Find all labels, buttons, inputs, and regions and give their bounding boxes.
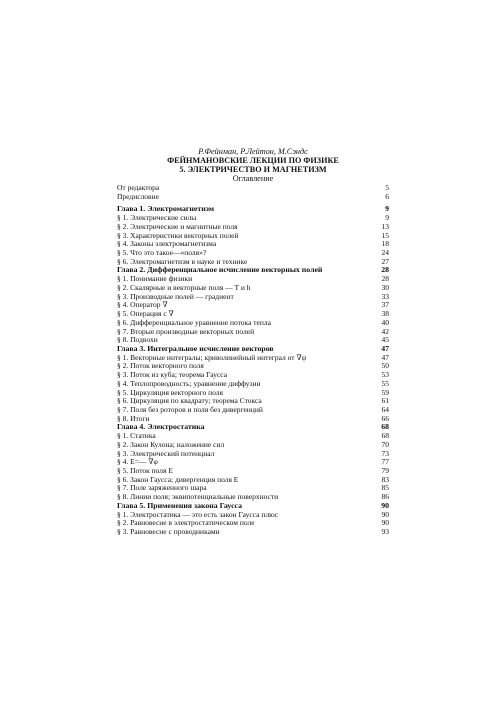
toc-entry-label: § 5. Циркуляция векторного поля [117,388,223,397]
toc-entry-page: 47 [381,343,389,353]
toc-section-row [117,432,389,441]
toc-entry-label: § 3. Электрический потенциал [117,449,215,458]
toc-entry-page: 73 [381,448,389,458]
toc-entry-label: § 2. Электрические и магнитные поля [117,222,238,231]
toc-section-row [117,328,389,337]
toc-section-row [117,275,389,284]
toc-heading: Оглавление [232,174,274,183]
title-block [117,147,389,183]
toc-entry-label: § 1. Векторные интегралы; криволинейный интеграл от ∇ψ [117,353,307,362]
book-title: ФЕЙНМАНОВСКИЕ ЛЕКЦИИ ПО ФИЗИКЕ [167,156,339,165]
toc-entry-label: § 4. Оператор ∇ [117,301,168,310]
toc-entry-page: 5 [385,183,389,192]
toc-section-row [117,458,389,467]
toc-entry-page: 79 [381,466,389,475]
toc-entry-page: 68 [381,431,389,441]
toc-entry-page: 30 [381,282,389,292]
toc-entry-label: Глава 4. Электростатика [117,423,205,432]
toc-entry-label: § 7. Поля без роторов и поля без дивергенций [117,405,263,414]
toc-entry-page: 55 [381,378,389,388]
toc-entry-label: § 4. E=— ∇φ [117,458,158,467]
toc-section-row [117,319,389,328]
toc-entry-page: 33 [381,291,389,301]
toc-entry-label: § 3. Производные полей — градиент [117,292,234,301]
toc-section-row [117,336,389,345]
toc-entry-page: 66 [381,413,389,423]
toc-entry-page: 50 [381,361,389,371]
toc-section-row [117,223,389,232]
toc-entry-page: 68 [381,422,389,432]
toc-section-row [117,284,389,293]
toc-entry-label: § 8. Итоги [117,414,150,423]
toc-entry-label: § 2. Закон Кулона; наложение сил [117,440,225,449]
toc-entry-page: 90 [381,509,389,519]
toc-entry-page: 9 [385,204,389,214]
toc-entry-page: 13 [381,221,389,231]
toc-entry-label: Глава 1. Электромагнетизм [117,205,215,214]
toc-entry-label: § 7. Вторые производные векторных полей [117,327,255,336]
authors: Р.Фейнман, Р.Лейтон, М.Сэндс [198,147,308,156]
toc-entry-page: 83 [381,474,389,484]
toc-chapter-row [117,266,389,275]
toc-section-row [117,310,389,319]
toc-chapter-row [117,205,389,214]
toc-section-row [117,232,389,241]
toc-entry-page: 90 [381,518,389,528]
toc-entry-label: § 6. Дифференциальное уравнение потока тепла [117,318,271,327]
toc-entry-label: Предисловие [117,192,159,201]
toc-entry-page: 45 [381,335,389,345]
toc-entry-page: 61 [381,396,389,406]
toc-entry-label: § 6. Циркуляция по квадрату; теорема Стокса [117,397,262,406]
toc-chapter-row [117,345,389,354]
toc-section-row [117,493,389,502]
toc-section-row [117,380,389,389]
toc-entry-page: 18 [381,239,389,249]
toc-section-row [117,476,389,485]
toc-entry-page: 9 [385,213,389,223]
toc-entry-label: § 2. Поток векторного поля [117,362,204,371]
toc-entry-page: 28 [381,274,389,284]
toc-section-row [117,249,389,258]
toc-section-row [117,397,389,406]
toc-section-row [117,301,389,310]
toc-entry-page: 47 [381,352,389,362]
toc-entry-label: § 7. Поле заряженного шара [117,484,207,493]
toc-entry-label: § 8. Линии поля; эквипотенциальные поверхности [117,493,279,502]
toc-entry-page: 38 [381,309,389,319]
toc-entry-label: § 8. Подвохи [117,336,158,345]
toc-section-row [117,511,389,520]
toc-section-row [117,484,389,493]
toc-entry-label: § 1. Статика [117,432,156,441]
toc-entry-page: 59 [381,387,389,397]
toc-section-row [117,362,389,371]
toc-section-row [117,519,389,528]
table-of-contents [117,184,389,537]
toc-section-row [117,354,389,363]
toc-entry-page: 93 [381,527,389,537]
toc-entry-label: § 2. Скалярные и векторные поля — T и h [117,283,251,292]
toc-front-row [117,184,389,193]
toc-section-row [117,415,389,424]
toc-entry-label: § 6. Закон Гаусса; дивергенция поля E [117,475,239,484]
toc-section-row [117,450,389,459]
toc-entry-page: 70 [381,439,389,449]
toc-entry-label: § 5. Операция с ∇ [117,310,174,319]
toc-section-row [117,240,389,249]
toc-entry-page: 27 [381,256,389,266]
toc-entry-page: 37 [381,300,389,310]
toc-entry-page: 64 [381,404,389,414]
toc-entry-page: 28 [381,265,389,275]
toc-section-row [117,389,389,398]
toc-entry-page: 24 [381,248,389,258]
toc-section-row [117,528,389,537]
toc-entry-label: § 4. Законы электромагнетизма [117,240,217,249]
toc-entry-page: 42 [381,326,389,336]
toc-entry-label: Глава 5. Применения закона Гаусса [117,501,242,510]
toc-entry-label: § 5. Что это такое—«поля»? [117,249,207,258]
toc-entry-label: § 1. Электрические силы [117,214,197,223]
toc-entry-label: § 4. Теплопроводность; уравнение диффузии [117,379,261,388]
toc-section-row [117,258,389,267]
volume-title: 5. ЭЛЕКТРИЧЕСТВО И МАГНЕТИЗМ [179,165,327,174]
toc-entry-page: 40 [381,317,389,327]
toc-entry-page: 15 [381,230,389,240]
toc-entry-label: § 3. Поток из куба; теорема Гаусса [117,371,228,380]
toc-entry-page: 53 [381,370,389,380]
toc-section-row [117,467,389,476]
toc-entry-page: 6 [385,191,389,201]
toc-entry-label: § 3. Характеристики векторных полей [117,231,239,240]
toc-entry-label: От редактора [117,184,160,192]
toc-section-row [117,293,389,302]
toc-entry-label: Глава 2. Дифференциальное исчисление векторных полей [117,266,323,275]
toc-entry-label: § 2. Равновесие в электростатическом поле [117,519,255,528]
toc-entry-label: § 3. Равновесие с проводниками [117,528,220,537]
toc-entry-label: Глава 3. Интегральное исчисление векторов [117,344,274,353]
toc-entry-label: § 1. Понимание физики [117,275,193,284]
toc-entry-label: § 1. Электростатика — это есть закон Гаусса плюс [117,510,279,519]
toc-section-row [117,371,389,380]
toc-entry-page: 90 [381,500,389,510]
toc-entry-label: § 6. Электромагнетизм в науке и технике [117,257,248,266]
toc-section-row [117,214,389,223]
toc-entry-label: § 5. Поток поля E [117,467,173,475]
toc-section-row [117,406,389,415]
toc-front-row [117,193,389,202]
toc-chapter-row [117,502,389,511]
toc-entry-page: 86 [381,492,389,502]
toc-chapter-row [117,423,389,432]
toc-entry-page: 77 [381,457,389,467]
toc-entry-page: 85 [381,483,389,493]
toc-section-row [117,441,389,450]
